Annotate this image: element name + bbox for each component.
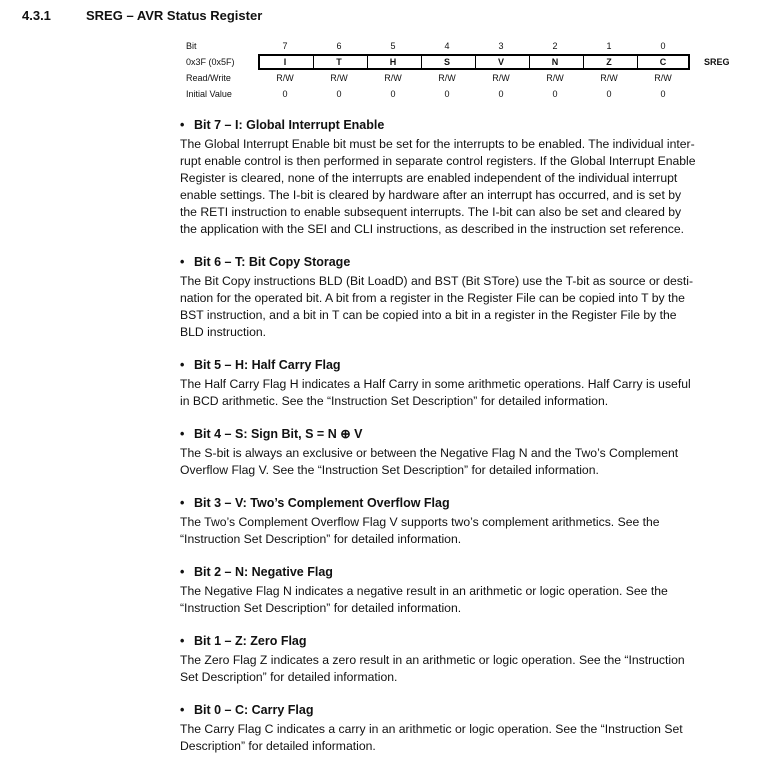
register-address: 0x3F (0x5F) xyxy=(186,57,235,67)
text-line: nation for the operated bit. A bit from a register in the Register File can be copied into T by the xyxy=(180,291,685,305)
bullet-icon: • xyxy=(180,118,185,132)
bit-number: 0 xyxy=(660,41,666,51)
access-mode: R/W xyxy=(600,73,618,83)
bit-description xyxy=(180,136,746,238)
text-line: Register is cleared, none of the interrupts are enabled independent of the individual interrupt xyxy=(180,171,678,185)
bit-description xyxy=(180,273,746,341)
access-mode: R/W xyxy=(330,73,348,83)
text-line: BST instruction, and a bit in T can be copied into a bit in a register in the Register File by the xyxy=(180,308,677,322)
bit-name: C xyxy=(659,57,667,67)
bit-description xyxy=(180,652,746,686)
text-line: The Global Interrupt Enable bit must be set for the interrupts to be enabled. The individual inter- xyxy=(180,137,695,151)
bit-name: I xyxy=(283,57,287,67)
bit-title: Bit 7 – I: Global Interrupt Enable xyxy=(194,118,385,132)
text-line: the RETI instruction to enable subsequent interrupts. The I-bit can also be set and cleared by xyxy=(180,205,682,219)
bit-number: 5 xyxy=(390,41,396,51)
bit-1-section xyxy=(180,634,746,686)
bit-name: T xyxy=(336,57,342,67)
initial-value: 0 xyxy=(444,89,450,99)
access-mode: R/W xyxy=(492,73,510,83)
initial-value: 0 xyxy=(552,89,558,99)
bit-name: H xyxy=(389,57,397,67)
section-title: SREG – AVR Status Register xyxy=(86,8,263,23)
bit-number: 3 xyxy=(498,41,504,51)
section-number: 4.3.1 xyxy=(22,8,51,23)
text-line: in BCD arithmetic. See the “Instruction Set Description” for detailed information. xyxy=(180,394,609,408)
bit-number: 4 xyxy=(444,41,450,51)
bit-description xyxy=(180,583,746,617)
text-line: The Two’s Complement Overflow Flag V supports two’s complement arithmetics. See the xyxy=(180,515,660,529)
bullet-icon: • xyxy=(180,565,185,579)
initial-value: 0 xyxy=(336,89,342,99)
text-line: the application with the SEI and CLI instructions, as described in the instruction set reference. xyxy=(180,222,685,236)
bit-name: S xyxy=(443,57,450,67)
access-mode: R/W xyxy=(654,73,672,83)
initial-value: 0 xyxy=(390,89,396,99)
bit-description xyxy=(180,445,746,479)
bit-0-section xyxy=(180,703,746,755)
bit-7-section xyxy=(180,118,746,238)
register-name: SREG xyxy=(704,57,730,67)
bit-name: V xyxy=(497,57,504,67)
access-mode: R/W xyxy=(276,73,294,83)
bit-2-section xyxy=(180,565,746,617)
text-line: Description” for detailed information. xyxy=(180,739,376,753)
init-row-label: Initial Value xyxy=(186,89,232,99)
text-line: “Instruction Set Description” for detailed information. xyxy=(180,601,462,615)
bit-title: Bit 6 – T: Bit Copy Storage xyxy=(194,255,351,269)
initial-value: 0 xyxy=(606,89,612,99)
rw-row-label: Read/Write xyxy=(186,73,231,83)
bullet-icon: • xyxy=(180,703,185,717)
bit-4-section xyxy=(180,427,746,479)
bit-name: Z xyxy=(606,57,612,67)
access-mode: R/W xyxy=(438,73,456,83)
bullet-icon: • xyxy=(180,255,185,269)
text-line: Set Description” for detailed information. xyxy=(180,670,398,684)
bit-description xyxy=(180,514,746,548)
text-line: BLD instruction. xyxy=(180,325,267,339)
bit-number: 7 xyxy=(282,41,288,51)
register-bit-box xyxy=(258,54,690,70)
text-line: The Half Carry Flag H indicates a Half Carry in some arithmetic operations. Half Carry is useful xyxy=(180,377,691,391)
text-line: enable settings. The I-bit is cleared by hardware after an interrupt has occurred, and is set by xyxy=(180,188,682,202)
bullet-icon: • xyxy=(180,634,185,648)
bit-6-section xyxy=(180,255,746,341)
text-line: The Carry Flag C indicates a carry in an arithmetic or logic operation. See the “Instruction Set xyxy=(180,722,683,736)
bullet-icon: • xyxy=(180,427,185,441)
bit-name: N xyxy=(551,57,559,67)
bit-descriptions xyxy=(180,118,746,772)
bit-title: Bit 4 – S: Sign Bit, S = N ⊕ V xyxy=(194,427,363,441)
bit-title: Bit 1 – Z: Zero Flag xyxy=(194,634,307,648)
bit-3-section xyxy=(180,496,746,548)
bit-row-label: Bit xyxy=(186,41,197,51)
access-mode: R/W xyxy=(384,73,402,83)
text-line: “Instruction Set Description” for detailed information. xyxy=(180,532,462,546)
bit-number: 2 xyxy=(552,41,558,51)
text-line: The Negative Flag N indicates a negative result in an arithmetic or logic operation. See the xyxy=(180,584,668,598)
bit-description xyxy=(180,376,746,410)
bit-number: 1 xyxy=(606,41,612,51)
access-mode: R/W xyxy=(546,73,564,83)
text-line: The Zero Flag Z indicates a zero result in an arithmetic or logic operation. See the “Instruction xyxy=(180,653,685,667)
bit-title: Bit 3 – V: Two’s Complement Overflow Flag xyxy=(194,496,450,510)
bit-title: Bit 5 – H: Half Carry Flag xyxy=(194,358,341,372)
text-line: The S-bit is always an exclusive or between the Negative Flag N and the Two’s Complement xyxy=(180,446,679,460)
initial-value: 0 xyxy=(498,89,504,99)
text-line: Overflow Flag V. See the “Instruction Set Description” for detailed information. xyxy=(180,463,599,477)
bullet-icon: • xyxy=(180,358,185,372)
bit-5-section xyxy=(180,358,746,410)
bit-number: 6 xyxy=(336,41,342,51)
text-line: rupt enable control is then performed in separate control registers. If the Global Interrupt Enable xyxy=(180,154,696,168)
section-heading xyxy=(22,8,262,23)
initial-value: 0 xyxy=(282,89,288,99)
initial-value: 0 xyxy=(660,89,666,99)
bit-title: Bit 0 – C: Carry Flag xyxy=(194,703,314,717)
bullet-icon: • xyxy=(180,496,185,510)
bit-title: Bit 2 – N: Negative Flag xyxy=(194,565,333,579)
text-line: The Bit Copy instructions BLD (Bit LoadD) and BST (Bit STore) use the T-bit as source or desti- xyxy=(180,274,693,288)
bit-description xyxy=(180,721,746,755)
